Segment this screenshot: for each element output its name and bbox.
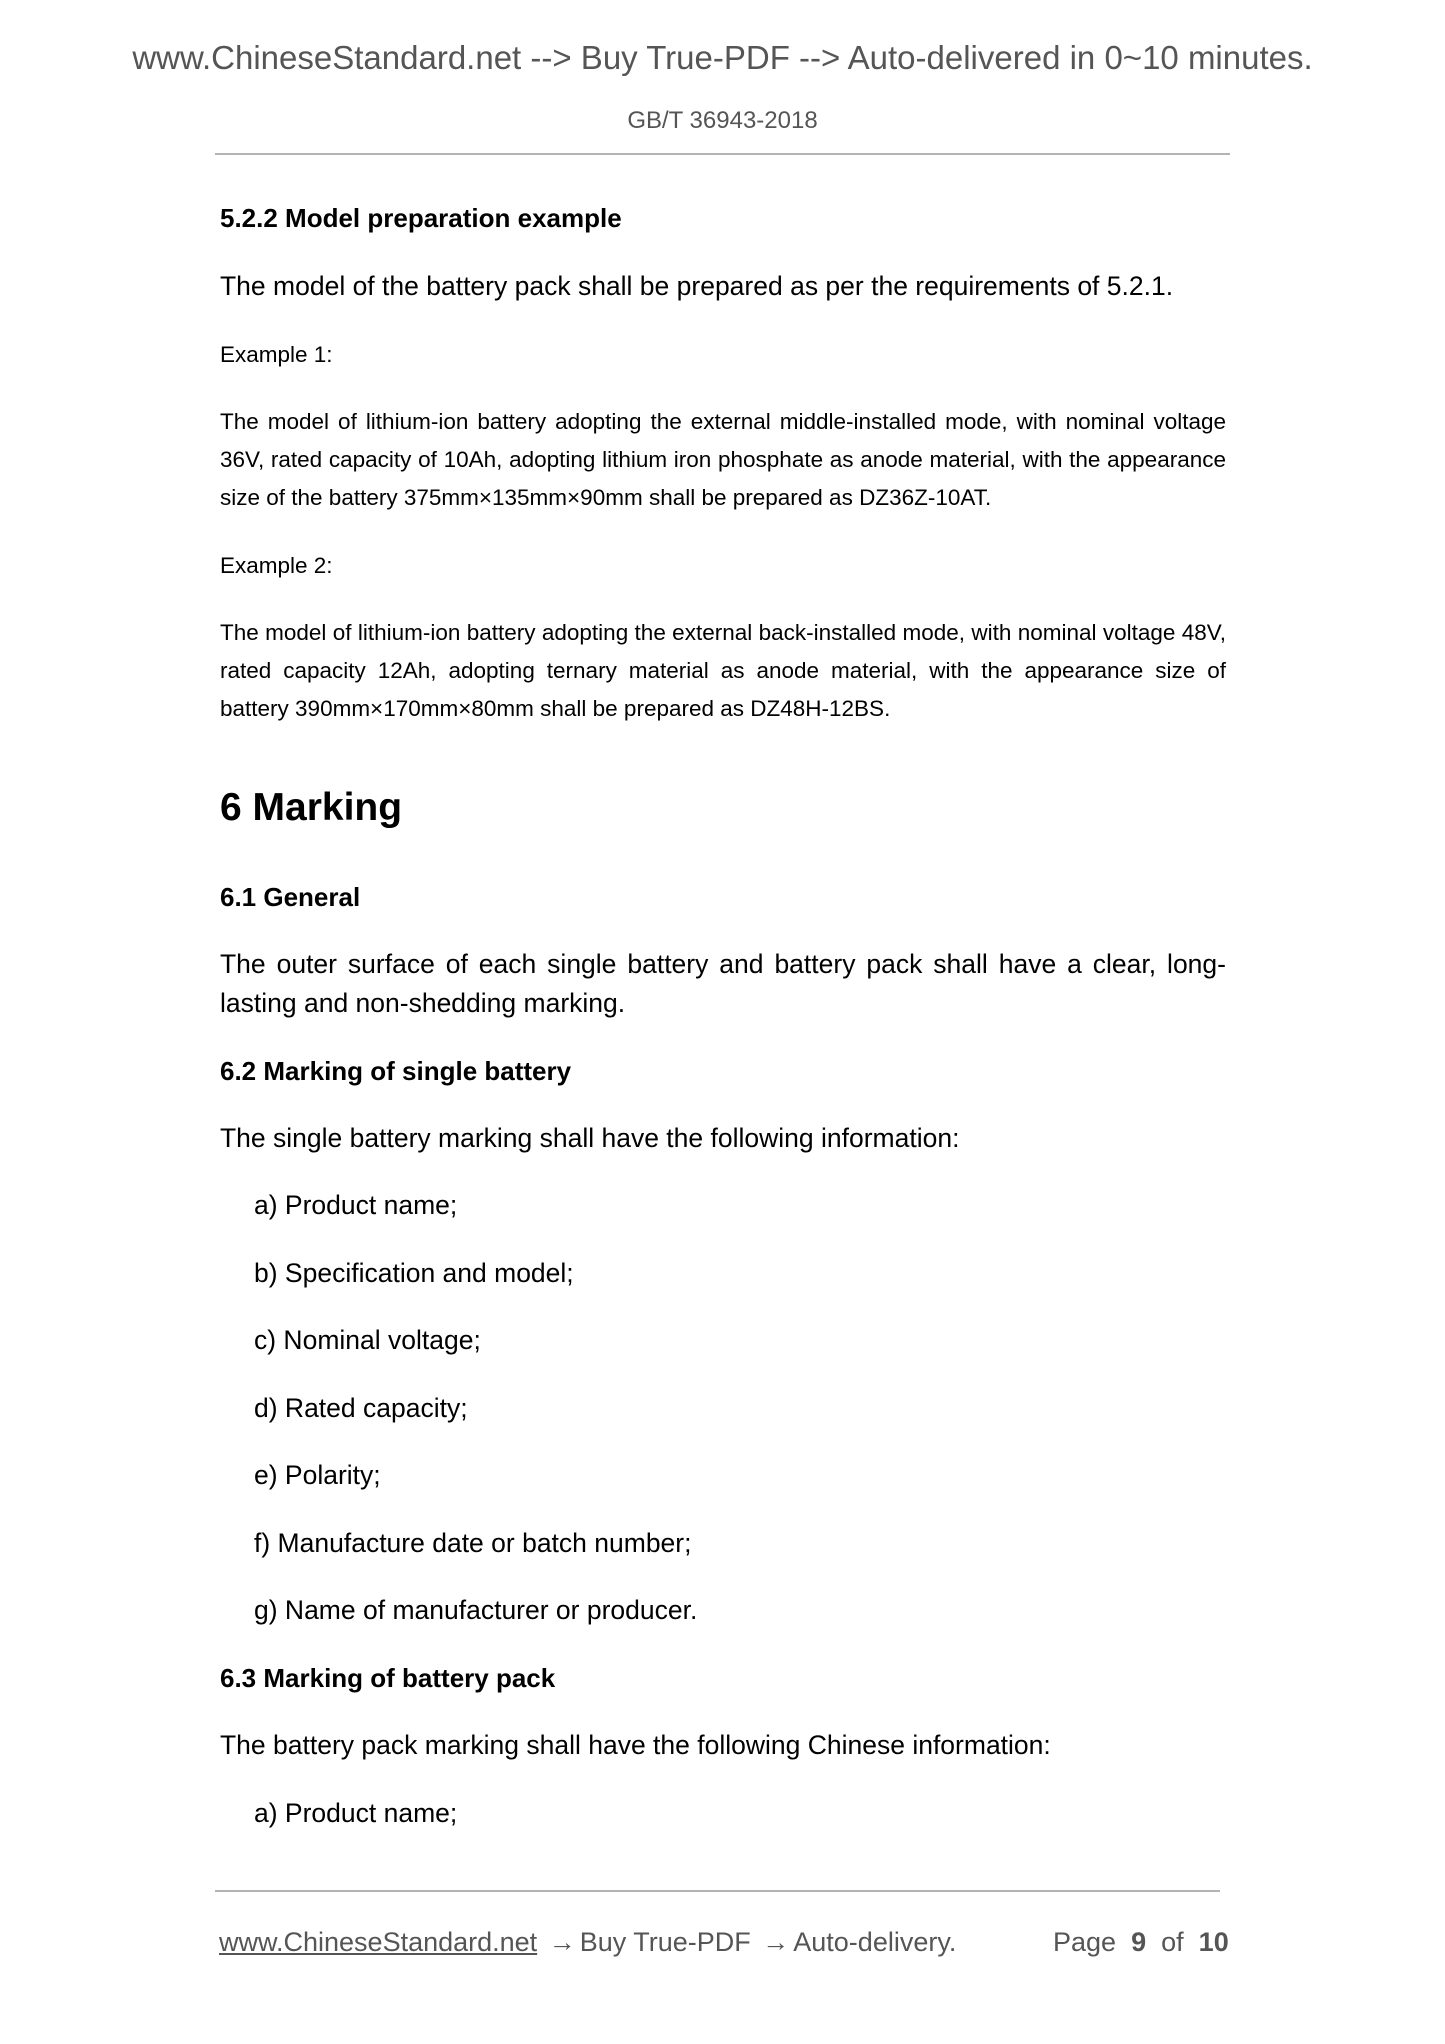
page-total: 10 <box>1198 1927 1229 1957</box>
footer-divider <box>215 1890 1220 1892</box>
example-2-text: The model of lithium-ion battery adopting the external back-installed mode, with nominal voltage 48V, rated capacity 12Ah, adopting ternary material as anode material, with the appearance size of battery 390mm×170mm×80mm shall be prepared as DZ48H-12BS. <box>220 620 1226 721</box>
list-item: d) Rated capacity; <box>254 1393 468 1423</box>
of-label: of <box>1161 1927 1184 1957</box>
list-item: e) Polarity; <box>254 1460 381 1490</box>
footer-site-link[interactable]: www.ChineseStandard.net <box>219 1927 538 1957</box>
top-banner: www.ChineseStandard.net --> Buy True-PDF --> Auto-delivered in 0~10 minutes. <box>132 39 1313 76</box>
page-current: 9 <box>1131 1927 1147 1957</box>
document-code: GB/T 36943-2018 <box>627 107 818 134</box>
paragraph-6-3-intro: The battery pack marking shall have the following Chinese information: <box>220 1730 1051 1760</box>
list-item: g) Name of manufacturer or producer. <box>254 1595 698 1625</box>
footer-buy-text: Buy True-PDF <box>579 1927 751 1957</box>
example-2-label: Example 2: <box>220 553 333 578</box>
footer-text <box>219 1925 956 1959</box>
list-item: a) Product name; <box>254 1798 458 1828</box>
paragraph-6-2-intro: The single battery marking shall have the following information: <box>220 1123 960 1153</box>
heading-6-2: 6.2 Marking of single battery <box>220 1056 572 1086</box>
heading-5-2-2: 5.2.2 Model preparation example <box>220 203 622 233</box>
example-1-text: The model of lithium-ion battery adopting the external middle-installed mode, with nominal voltage 36V, rated capacity of 10Ah, adopting lithium iron phosphate as anode material, with the appearance size of the battery 375mm×135mm×90mm shall be prepared as DZ36Z-10AT. <box>220 409 1226 510</box>
paragraph-6-1: The outer surface of each single battery and battery pack shall have a clear, long-lasting and non-shedding marking. <box>220 949 1226 1018</box>
header-divider <box>215 153 1230 155</box>
page-label: Page <box>1053 1927 1117 1957</box>
example-1-label: Example 1: <box>220 342 333 367</box>
page-indicator <box>1053 1925 1229 1959</box>
arrow-right-icon: → <box>762 1927 790 1957</box>
paragraph-5-2-2-intro: The model of the battery pack shall be prepared as per the requirements of 5.2.1. <box>220 271 1174 301</box>
heading-6-marking: 6 Marking <box>220 786 403 829</box>
list-item: c) Nominal voltage; <box>254 1325 481 1355</box>
list-item: f) Manufacture date or batch number; <box>254 1528 692 1558</box>
list-item: a) Product name; <box>254 1190 458 1220</box>
heading-6-3: 6.3 Marking of battery pack <box>220 1663 556 1693</box>
arrow-right-icon: → <box>548 1927 576 1957</box>
list-item: b) Specification and model; <box>254 1258 574 1288</box>
heading-6-1: 6.1 General <box>220 882 361 912</box>
footer-delivery-text: Auto-delivery. <box>793 1927 957 1957</box>
